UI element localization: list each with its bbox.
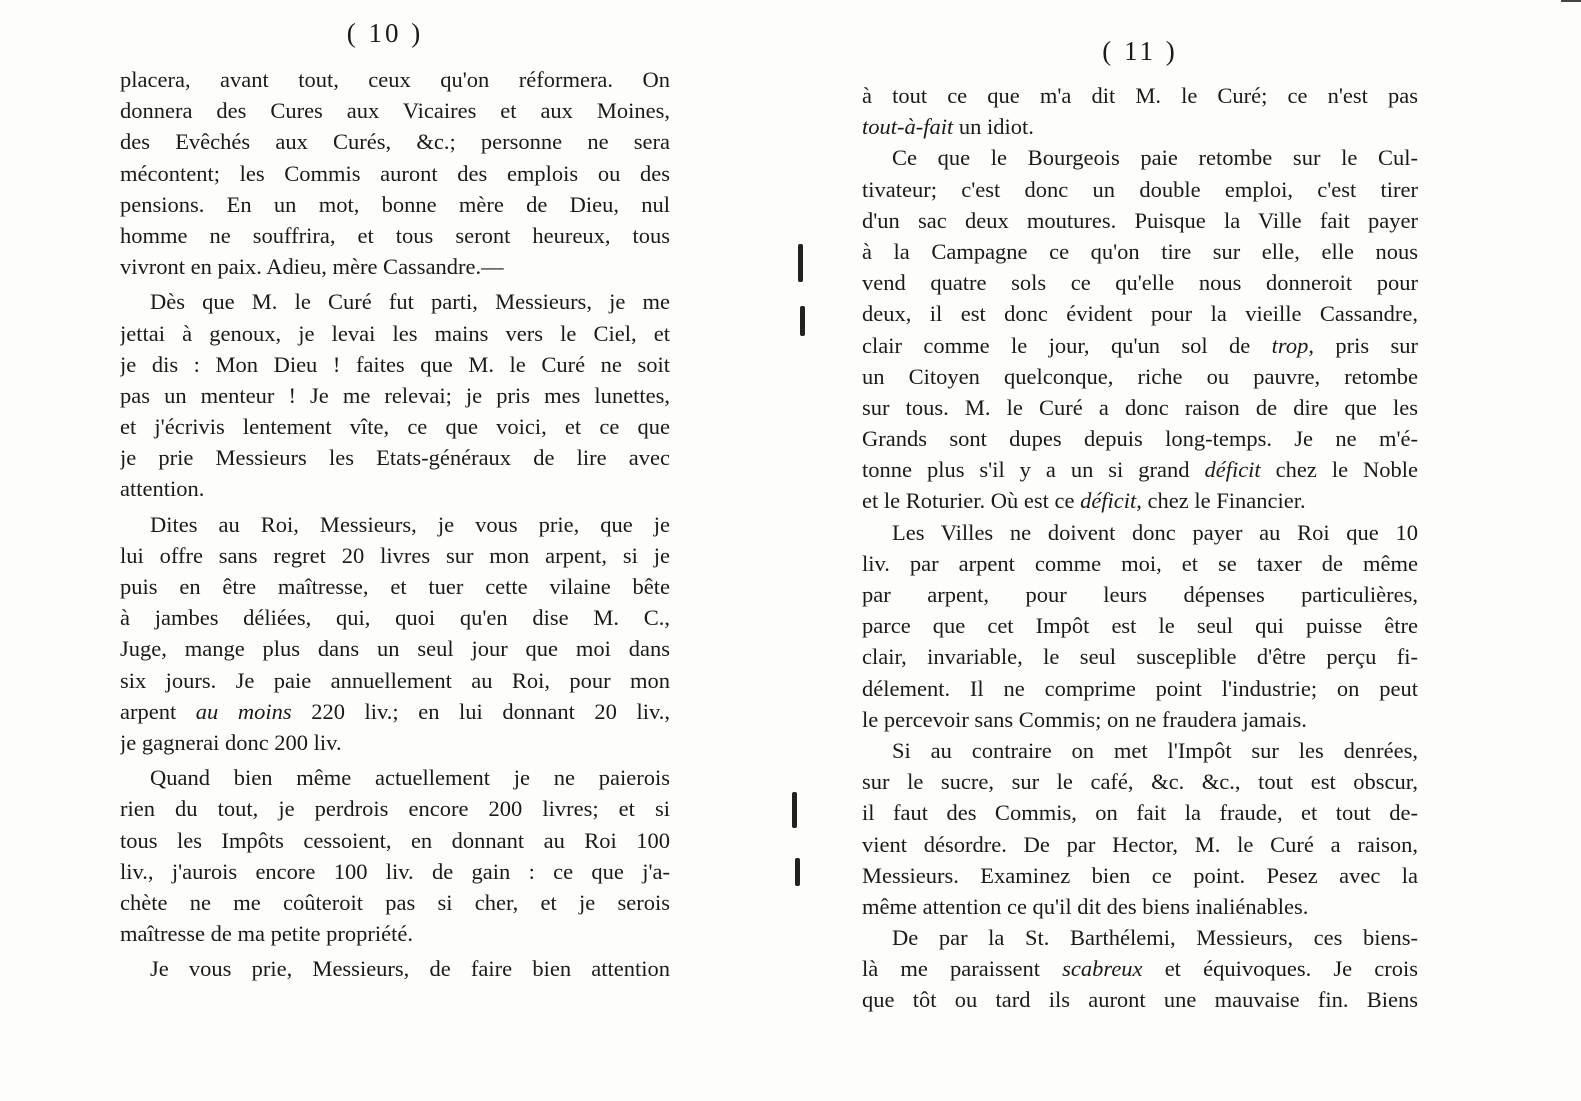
text-line: sur tous. M. le Curé a donc raison de dire que les: [862, 394, 1418, 420]
text-line: Dites au Roi, Messieurs, je vous prie, que je: [150, 511, 670, 537]
text-line: vend quatre sols ce qu'elle nous donneroit pour: [862, 270, 1418, 296]
page-number: ( 11 ): [1102, 36, 1178, 66]
binding-mark: [795, 858, 800, 886]
text-line: Si au contraire on met l'Impôt sur les denrées,: [892, 737, 1418, 763]
text-line: même attention ce qu'il dit des biens inaliénables.: [862, 893, 1309, 919]
page-body: [862, 80, 1418, 1016]
text-line: pensions. En un mot, bonne mère de Dieu, nul: [120, 191, 670, 217]
text-line: à tout ce que m'a dit M. le Curé; ce n'est pas: [862, 83, 1418, 108]
text-line: lui offre sans regret 20 livres sur mon arpent, si je: [120, 542, 670, 568]
text-line: à la Campagne ce qu'on tire sur elle, elle nous: [862, 238, 1418, 264]
text-line: Quand bien même actuellement je ne paierois: [150, 765, 670, 791]
text-line: six jours. Je paie annuellement au Roi, pour mon: [120, 667, 670, 693]
text-line: des Evêchés aux Curés, &c.; personne ne sera: [120, 129, 670, 155]
text-line: clair, invariable, le seul susceplible d'être perçu fi-: [862, 644, 1418, 670]
text-line: tous les Impôts cessoient, en donnant au Roi 100: [120, 827, 670, 853]
text-line: vient désordre. De par Hector, M. le Curé a raison,: [862, 831, 1418, 857]
text-line: là me paraissent scabreux et équivoques. Je crois: [862, 956, 1418, 982]
text-line: Ce que le Bourgeois paie retombe sur le Cul-: [892, 145, 1418, 171]
text-line: le percevoir sans Commis; on ne fraudera jamais.: [862, 706, 1307, 732]
text-line: tivateur; c'est donc un double emploi, c'est tirer: [862, 176, 1418, 202]
text-line: mécontent; les Commis auront des emplois ou des: [120, 160, 670, 186]
page-body: [120, 64, 670, 984]
text-line: un Citoyen quelconque, riche ou pauvre, retombe: [862, 363, 1418, 389]
text-line: je prie Messieurs les Etats-généraux de lire avec: [120, 445, 670, 471]
text-line: clair comme le jour, qu'un sol de trop, pris sur: [862, 332, 1418, 358]
text-line: De par la St. Barthélemi, Messieurs, ces biens-: [892, 925, 1418, 951]
text-line: Juge, mange plus dans un seul jour que moi dans: [120, 636, 670, 662]
binding-mark: [800, 306, 805, 336]
text-line: donnera des Cures aux Vicaires et aux Moines,: [120, 98, 670, 124]
text-line: à jambes déliées, qui, quoi qu'en dise M. C.,: [120, 605, 670, 631]
text-line: pas un menteur ! Je me relevai; je pris mes lunettes,: [120, 382, 670, 408]
text-line: liv. par arpent comme moi, et se taxer de même: [862, 550, 1418, 576]
binding-mark: [798, 244, 803, 282]
text-line: Les Villes ne doivent donc payer au Roi que 10: [892, 519, 1418, 545]
text-line: rien du tout, je perdrois encore 200 livres; et si: [120, 796, 670, 822]
text-line: Dès que M. le Curé fut parti, Messieurs, je me: [150, 289, 670, 315]
page-number: ( 10 ): [346, 18, 424, 48]
text-line: placera, avant tout, ceux qu'on réformera. On: [120, 67, 670, 92]
text-line: je dis : Mon Dieu ! faites que M. le Curé ne soit: [120, 351, 670, 377]
text-line: vivront en paix. Adieu, mère Cassandre.—: [120, 254, 504, 280]
text-line: liv., j'aurois encore 100 liv. de gain : ce que j'a-: [120, 858, 670, 884]
text-line: tonne plus s'il y a un si grand déficit chez le Noble: [862, 457, 1418, 483]
text-line: par arpent, pour leurs dépenses particulières,: [862, 582, 1418, 607]
text-line: je gagnerai donc 200 liv.: [120, 729, 342, 755]
text-line: il faut des Commis, on fait la fraude, et tout de-: [862, 800, 1418, 826]
text-line: d'un sac deux moutures. Puisque la Ville fait payer: [862, 207, 1418, 233]
text-line: homme ne souffrira, et tous seront heureux, tous: [120, 222, 670, 248]
text-line: et j'écrivis lentement vîte, ce que voici, et ce que: [120, 414, 670, 440]
text-line: attention.: [120, 476, 205, 502]
text-line: maîtresse de ma petite propriété.: [120, 921, 414, 947]
text-line: chète ne me coûteroit pas si cher, et je serois: [120, 889, 670, 915]
text-line: et le Roturier. Où est ce déficit, chez le Financier.: [862, 488, 1306, 514]
text-line: délement. Il ne comprime point l'industrie; on peut: [862, 675, 1418, 701]
text-line: puis en être maîtresse, et tuer cette vilaine bête: [120, 574, 670, 599]
text-line: Messieurs. Examinez bien ce point. Pesez avec la: [862, 862, 1418, 888]
text-line: Grands sont dupes depuis long-temps. Je ne m'é-: [862, 426, 1418, 452]
text-line: tout-à-fait un idiot.: [862, 114, 1034, 140]
text-line: parce que cet Impôt est le seul qui puisse être: [862, 613, 1418, 639]
text-line: Je vous prie, Messieurs, de faire bien attention: [150, 956, 670, 982]
text-line: sur le sucre, sur le café, &c. &c., tout est obscur,: [862, 769, 1418, 795]
text-line: que tôt ou tard ils auront une mauvaise fin. Biens: [862, 987, 1418, 1013]
text-line: jettai à genoux, je levai les mains vers le Ciel, et: [120, 320, 670, 346]
binding-mark: [792, 792, 797, 828]
text-line: arpent au moins 220 liv.; en lui donnant 20 liv.,: [120, 698, 670, 724]
corner-rule: [1561, 0, 1581, 10]
text-line: deux, il est donc évident pour la vieille Cassandre,: [862, 301, 1418, 327]
